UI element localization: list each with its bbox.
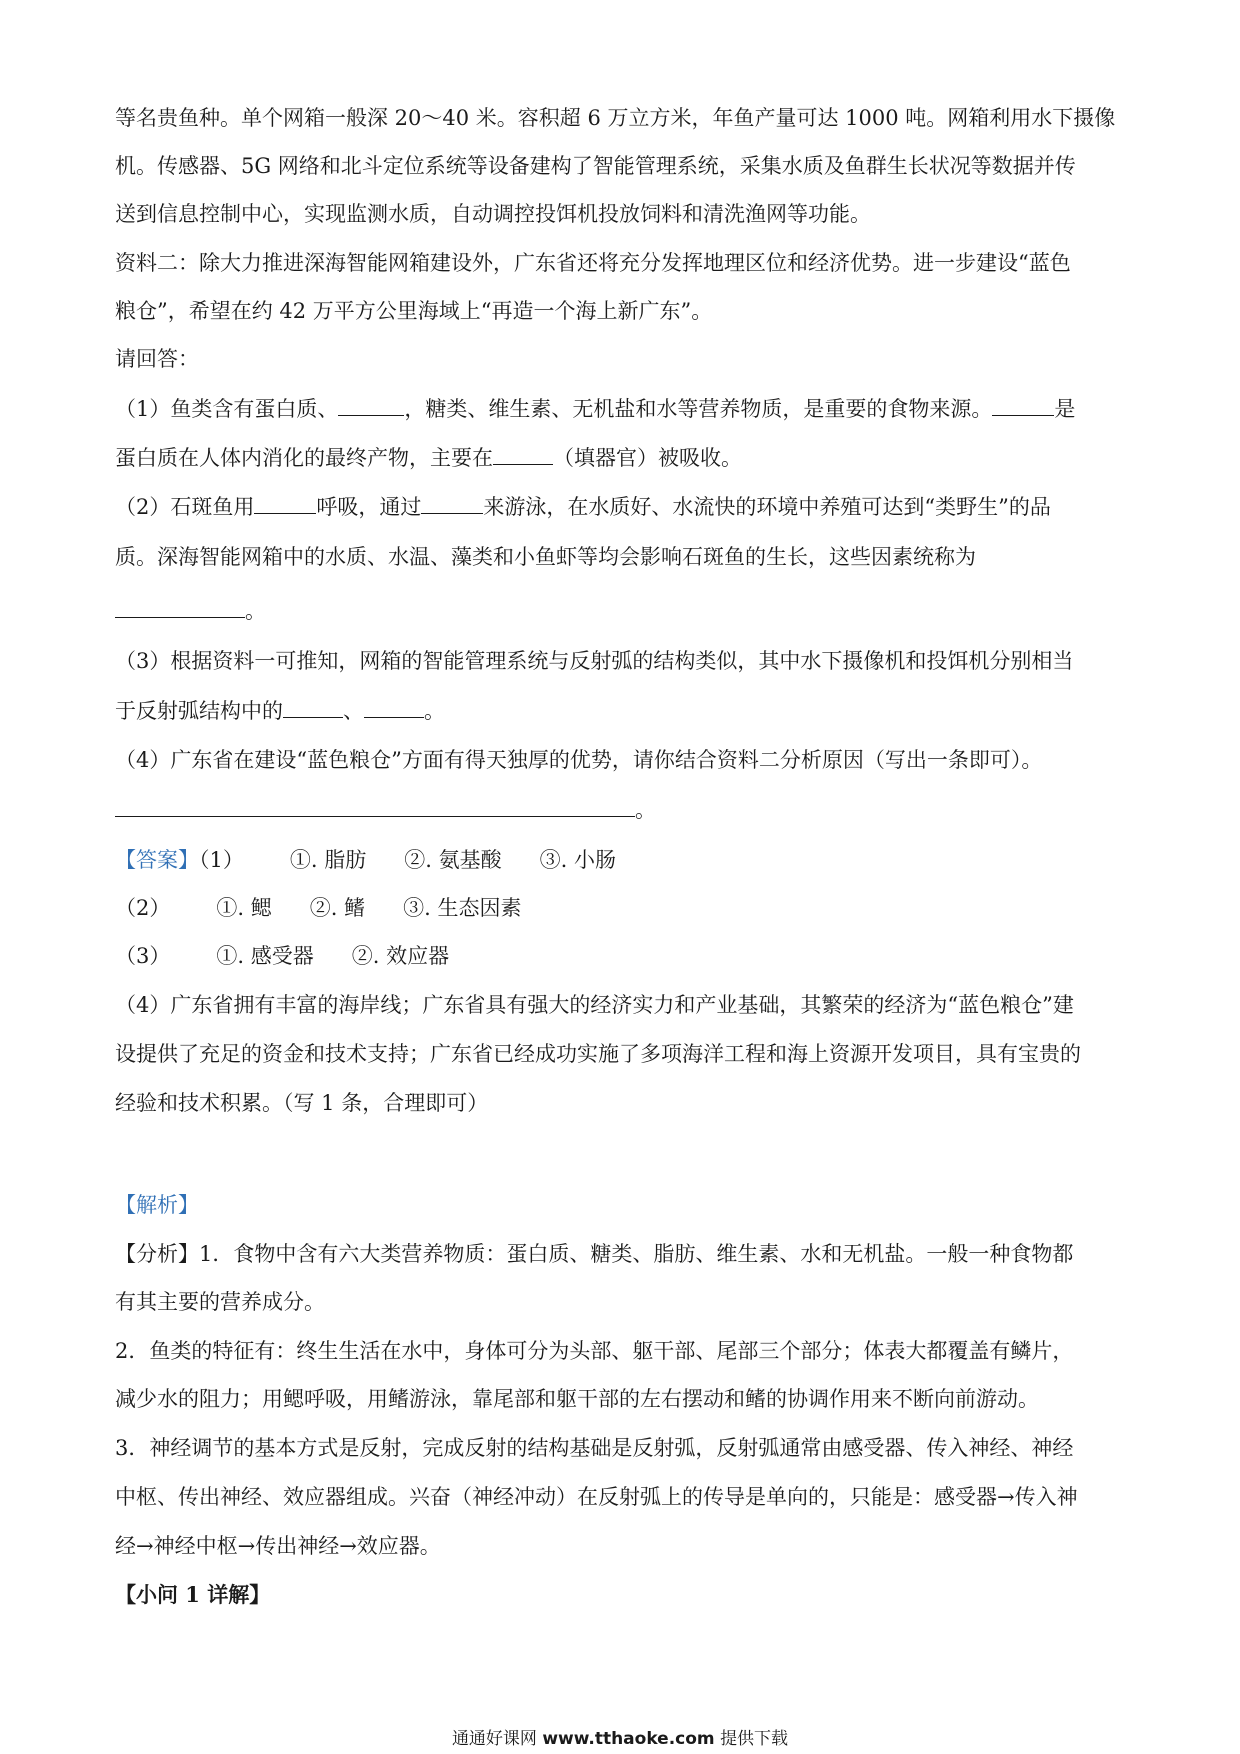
answer-blank[interactable] (254, 493, 316, 514)
question-1-line-1: （1）鱼类含有蛋白质、 ，糖类、维生素、无机盐和水等营养物质，是重要的食物来源。 是 (115, 397, 1076, 421)
answer-blank[interactable] (992, 395, 1054, 416)
answer-row-2: （2） ①. 鳃 ②. 鳍 ③. 生态因素 (115, 896, 522, 920)
sub-question-1-heading: 【小问 1 详解】 (115, 1582, 271, 1607)
analysis-p2-line-1: 2．鱼类的特征有：终生生活在水中，身体可分为头部、躯干部、尾部三个部分；体表大都覆盖有鳞片， (115, 1339, 1074, 1363)
footer-site-name: 通通好课网 (451, 1729, 537, 1749)
answer-row-1: 【答案】（1） ①. 脂肪 ②. 氨基酸 ③. 小肠 (115, 848, 616, 872)
question-2-line-3: 。 (115, 596, 1135, 626)
question-3-line-2: 于反射弧结构中的 、 。 (115, 699, 445, 723)
answer-4-line-1: （4）广东省拥有丰富的海岸线；广东省具有强大的经济实力和产业基础，其繁荣的经济为“蓝色粮仓”建 (115, 993, 1074, 1017)
material-one-line-1: 等名贵鱼种。单个网箱一般深 20～40 米。容积超 6 万立方米，年鱼产量可达 1000 吨。网箱利用水下摄像 (115, 106, 1116, 130)
question-2-line-1: （2）石斑鱼用 呼吸，通过 来游泳，在水质好、水流快的环境中养殖可达到“类野生”的品 (115, 495, 1051, 519)
material-two-line-2: 粮仓”，希望在约 42 万平方公里海域上“再造一个海上新广东”。 (115, 299, 713, 323)
answer-blank[interactable] (493, 444, 553, 465)
footer-suffix: 提供下载 (720, 1729, 789, 1749)
answer-blank[interactable] (364, 697, 424, 718)
question-4-line-2: 。 (115, 795, 1135, 825)
question-2-line-2: 质。深海智能网箱中的水质、水温、藻类和小鱼虾等均会影响石斑鱼的生长，这些因素统称为 (115, 545, 976, 569)
question-3-line-1: （3）根据资料一可推知，网箱的智能管理系统与反射弧的结构类似，其中水下摄像机和投饵机分别相当 (115, 649, 1074, 673)
material-one-line-2: 机。传感器、5G 网络和北斗定位系统等设备建构了智能管理系统，采集水质及鱼群生长状况等数据并传 (115, 154, 1076, 178)
question-4-line-1: （4）广东省在建设“蓝色粮仓”方面有得天独厚的优势，请你结合资料二分析原因（写出一条即可）。 (115, 748, 1043, 772)
answer-4-line-3: 经验和技术积累。（写 1 条，合理即可） (115, 1091, 489, 1115)
analysis-p2-line-2: 减少水的阻力；用鳃呼吸，用鳍游泳，靠尾部和躯干部的左右摆动和鳍的协调作用来不断向前游动。 (115, 1387, 1039, 1411)
question-1-line-2: 蛋白质在人体内消化的最终产物，主要在 （填器官）被吸收。 (115, 446, 742, 470)
analysis-p3-line-3: 经→神经中枢→传出神经→效应器。 (115, 1534, 441, 1558)
analysis-p3-line-1: 3．神经调节的基本方式是反射，完成反射的结构基础是反射弧，反射弧通常由感受器、传入神经、神经 (115, 1436, 1074, 1460)
answer-label: 【答案】 (115, 848, 199, 872)
analysis-p1-line-1: 【分析】1．食物中含有六大类营养物质：蛋白质、糖类、脂肪、维生素、水和无机盐。一般一种食物都 (115, 1242, 1074, 1266)
page-footer (0, 1727, 1240, 1751)
analysis-label: 【解析】 (115, 1193, 199, 1217)
answer-4-line-2: 设提供了充足的资金和技术支持；广东省已经成功实施了多项海洋工程和海上资源开发项目，具有宝贵的 (115, 1042, 1081, 1066)
material-two-line-1: 资料二：除大力推进深海智能网箱建设外，广东省还将充分发挥地理区位和经济优势。进一步建设“蓝色 (115, 251, 1071, 275)
material-one-line-3: 送到信息控制中心，实现监测水质，自动调控投饵机投放饲料和清洗渔网等功能。 (115, 202, 871, 226)
answer-blank[interactable] (421, 493, 483, 514)
analysis-p1-line-2: 有其主要的营养成分。 (115, 1290, 325, 1314)
answer-blank[interactable] (115, 597, 245, 618)
footer-url-link[interactable]: www.tthaoke.com (542, 1729, 715, 1749)
analysis-p3-line-2: 中枢、传出神经、效应器组成。兴奋（神经冲动）在反射弧上的传导是单向的，只能是：感受器→传入神 (115, 1485, 1078, 1509)
answer-blank[interactable] (283, 697, 343, 718)
prompt-text: 请回答： (115, 347, 199, 371)
answer-blank[interactable] (338, 395, 404, 416)
answer-row-3: （3） ①. 感受器 ②. 效应器 (115, 944, 450, 968)
answer-blank[interactable] (115, 796, 635, 817)
